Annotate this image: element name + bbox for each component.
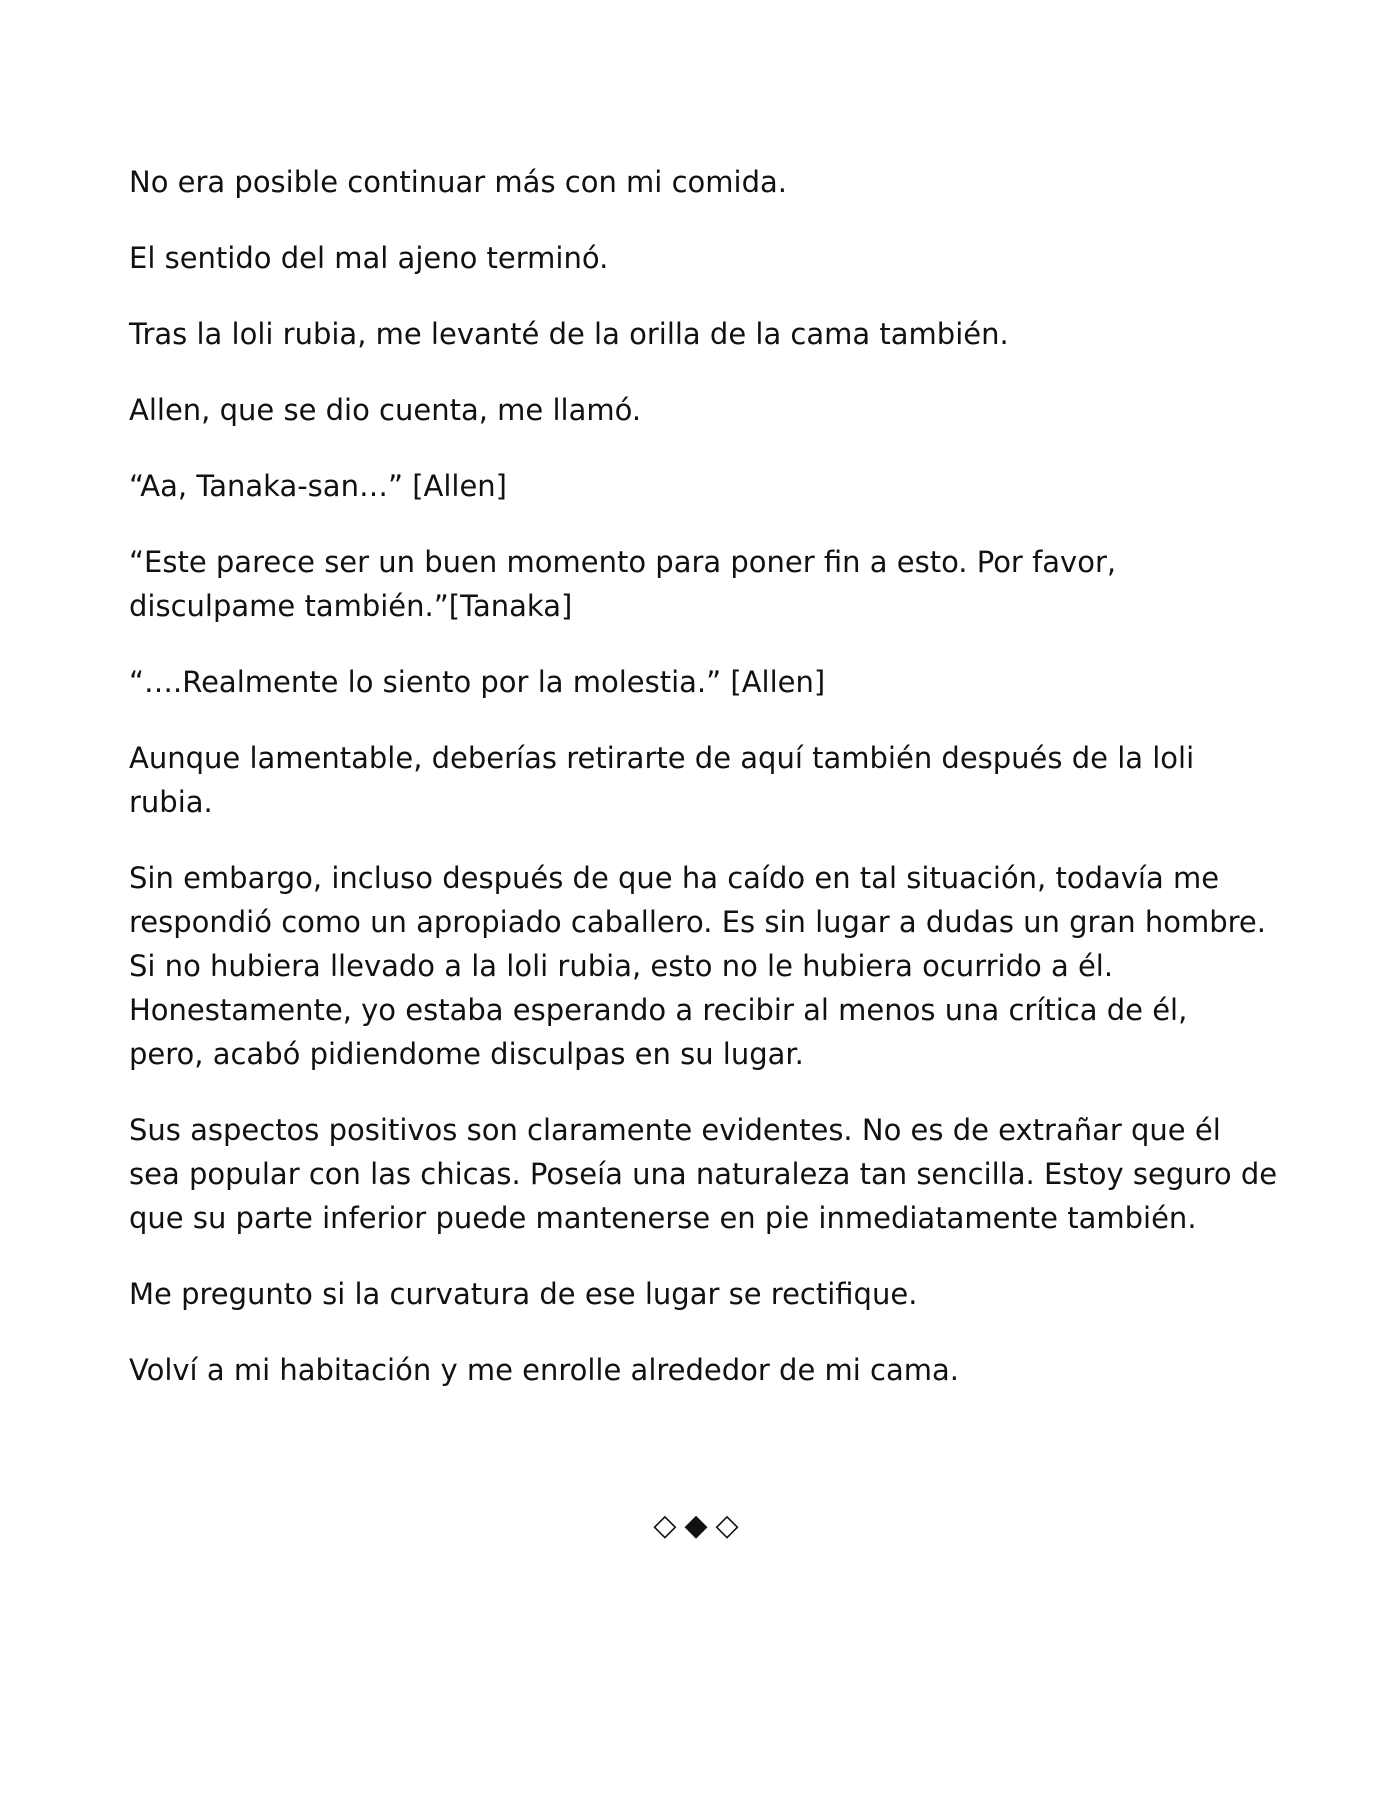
dialogue-paragraph: “Aa, Tanaka-san…” [Allen] — [129, 469, 507, 503]
section-separator: ◇◆◇ — [653, 1508, 747, 1543]
dialogue-paragraph: “Este parece ser un buen momento para poner fin a esto. Por favor, disculpame también.”[Tanaka] — [129, 545, 1117, 623]
paragraph: Volví a mi habitación y me enrolle alrededor de mi cama. — [129, 1353, 959, 1387]
paragraph: Tras la loli rubia, me levanté de la orilla de la cama también. — [129, 317, 1009, 351]
paragraph: El sentido del mal ajeno terminó. — [129, 241, 609, 275]
paragraph: No era posible continuar más con mi comida. — [129, 165, 787, 199]
paragraph: Sus aspectos positivos son claramente evidentes. No es de extrañar que él sea popular con las chicas. Poseía una naturaleza tan sencilla. Estoy seguro de que su parte inferior puede mantenerse en pie inmediatamente también. — [129, 1113, 1278, 1235]
paragraph: Me pregunto si la curvatura de ese lugar se rectifique. — [129, 1277, 918, 1311]
text-body — [129, 160, 1289, 1424]
paragraph: Aunque lamentable, deberías retirarte de aquí también después de la loli rubia. — [129, 741, 1195, 819]
paragraph: Allen, que se dio cuenta, me llamó. — [129, 393, 642, 427]
dialogue-paragraph: “….Realmente lo siento por la molestia.” [Allen] — [129, 665, 826, 699]
paragraph: Sin embargo, incluso después de que ha caído en tal situación, todavía me respondió como un apropiado caballero. Es sin lugar a dudas un gran hombre. Si no hubiera llevado a la loli rubia, esto no le hubiera ocurrido a él. Honestamente, yo estaba esperando a recibir al menos una crítica de él, pero, acabó pidiendome disculpas en su lugar. — [129, 861, 1266, 1071]
